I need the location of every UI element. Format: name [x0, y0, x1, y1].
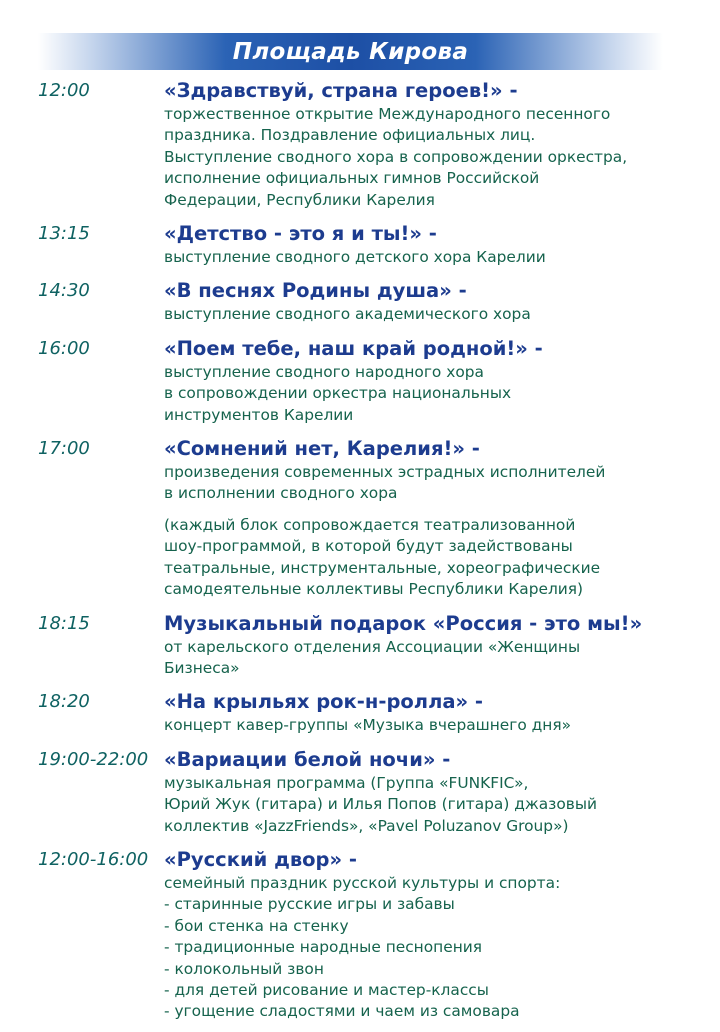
event-title: «В песнях Родины душа» -: [164, 279, 467, 303]
page-title: Площадь Кирова: [232, 38, 469, 65]
event-title: «Здравствуй, страна героев!» -: [164, 79, 518, 102]
event-time: 13:15: [38, 223, 90, 245]
event-description: от карельского отделения Ассоциации «Женщины Бизнеса»: [164, 637, 581, 677]
list-item: - угощение сладостями и чаем из самовара: [164, 1001, 704, 1022]
event-description: произведения современных эстрадных исполнителей в исполнении сводного хора: [164, 463, 606, 503]
event-entry: [0, 746, 720, 837]
event-title: Музыкальный подарок «Россия - это мы!»: [164, 611, 643, 635]
event-entry: [0, 220, 720, 268]
list-item: - бои стенка на стенку: [164, 916, 704, 937]
event-entry: [0, 435, 720, 600]
header-banner: [38, 33, 663, 70]
event-time: 18:15: [38, 612, 90, 634]
event-entry: [0, 77, 720, 211]
event-entry: [0, 688, 720, 736]
event-time: 14:30: [38, 280, 90, 302]
event-time: 18:20: [38, 691, 90, 713]
list-item: - старинные русские игры и забавы: [164, 894, 704, 915]
event-description: торжественное открытие Международного песенного праздника. Поздравление официальных лиц. Выступление сводного хора в сопровождении оркестра, исполнение официальных гимнов Российской Федерации, Республики Карелия: [164, 105, 628, 209]
event-description: выступление сводного народного хора в сопровождении оркестра национальных инструментов Карелии: [164, 362, 512, 424]
event-description: музыкальная программа (Группа «FUNKFIC», Юрий Жук (гитара) и Илья Попов (гитара) джазовый коллектив «JazzFriends», «Pavel Poluzanov Group»): [164, 773, 597, 835]
event-entry: [0, 277, 720, 325]
event-title: «Детство - это я и ты!» -: [164, 222, 437, 246]
list-item: - колокольный звон: [164, 959, 704, 980]
event-description: семейный праздник русской культуры и спорта:: [164, 873, 561, 892]
event-title: «Вариации белой ночи» -: [164, 747, 451, 771]
event-time: 12:00: [38, 80, 90, 101]
list-item: - традиционные народные песнопения: [164, 937, 704, 958]
event-title: «На крыльях рок-н-ролла» -: [164, 690, 483, 714]
event-title: «Сомнений нет, Карелия!» -: [164, 437, 480, 461]
event-time: 19:00-22:00: [38, 748, 149, 770]
event-description: выступление сводного детского хора Карелии: [164, 248, 546, 267]
event-description: выступление сводного академического хора: [164, 305, 531, 324]
event-description: концерт кавер-группы «Музыка вчерашнего дня»: [164, 716, 572, 735]
event-entry: [0, 335, 720, 426]
event-title: «Русский двор» -: [164, 847, 357, 871]
activity-list: [164, 894, 704, 1022]
event-time: 17:00: [38, 438, 90, 460]
event-time: 12:00-16:00: [38, 848, 149, 870]
event-note: (каждый блок сопровождается театрализованной шоу-программой, в которой будут задействованы театральные, инструментальные, хореографические самодеятельные коллективы Республики Карелия): [164, 515, 601, 599]
event-schedule: [0, 77, 720, 1032]
event-time: 16:00: [38, 337, 90, 359]
event-entry: [0, 610, 720, 680]
event-entry: [0, 846, 720, 1023]
event-title: «Поем тебе, наш край родной!» -: [164, 336, 543, 360]
list-item: - для детей рисование и мастер-классы: [164, 980, 704, 1001]
